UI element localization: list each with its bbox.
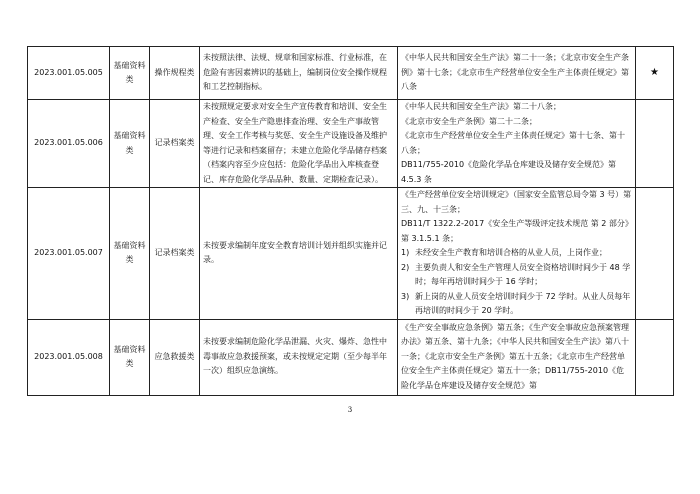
basis-line: 《中华人民共和国安全生产法》第二十八条； xyxy=(401,102,561,111)
basis-cell xyxy=(398,319,636,395)
star-mark xyxy=(636,100,674,188)
item-code: 2023.001.05.007 xyxy=(28,188,110,320)
list-text: 未经安全生产教育和培训合格的从业人员，上岗作业； xyxy=(415,248,607,257)
subcategory-cell: 记录档案类 xyxy=(150,100,200,188)
table-row xyxy=(28,188,674,320)
table-row xyxy=(28,47,674,100)
item-code: 2023.001.05.006 xyxy=(28,100,110,188)
basis-line: 《北京市安全生产条例》第二十二条； xyxy=(401,116,537,126)
basis-line: DB11/755-2010《危险化学品仓库建设及储存安全规范》第4.5.3 条 xyxy=(401,160,617,184)
regulation-table xyxy=(27,46,674,396)
basis-cell xyxy=(398,100,636,188)
category-cell: 基础资料类 xyxy=(110,100,150,188)
description-cell: 未按照法律、法规、规章和国家标准、行业标准，在危险有害因素辨识的基础上，编制岗位安全操作规程和工艺控制指标。 xyxy=(200,47,398,100)
basis-line: 《生产经营单位安全培训规定》（国家安全监管总局令第 3 号）第三、九、十三条； xyxy=(401,190,632,214)
star-mark xyxy=(636,319,674,395)
list-text: 新上岗的从业人员安全培训时间少于 72 学时。从业人员每年再培训的时间少于 20 学时。 xyxy=(415,291,631,315)
star-mark: ★ xyxy=(636,47,674,100)
basis-line: 《生产安全事故应急条例》第五条；《生产安全事故应急预案管理办法》第五条、第十九条；《中华人民共和国安全生产法》第八十一条；《北京市安全生产条例》第五十五条；《北京市生产经营单位安全生产主体责任规定》第五十一条；DB11/755-2010《危险化学品仓库建设及储存安全规范》第 xyxy=(401,322,629,390)
category-cell: 基础资料类 xyxy=(110,47,150,100)
table-row xyxy=(28,319,674,395)
table-row xyxy=(28,100,674,188)
basis-list-item xyxy=(401,261,632,290)
category-cell: 基础资料类 xyxy=(110,319,150,395)
star-mark xyxy=(636,188,674,320)
list-number: 3) xyxy=(401,291,410,301)
description-cell: 未按要求编制危险化学品泄漏、火灾、爆炸、急性中毒事故应急救援预案，或未按规定定期（至少每半年一次）组织应急演练。 xyxy=(200,319,398,395)
basis-list-item xyxy=(401,246,632,261)
subcategory-cell: 操作规程类 xyxy=(150,47,200,100)
item-code: 2023.001.05.008 xyxy=(28,319,110,395)
basis-cell xyxy=(398,47,636,100)
list-text: 主要负责人和安全生产管理人员安全资格培训时间少于 48 学时；每年再培训时间少于 16 学时； xyxy=(415,262,631,286)
description-cell: 未按照规定要求对安全生产宣传教育和培训、安全生产检查、安全生产隐患排查治理、安全生产事故管理、安全工作考核与奖惩、安全生产设施设备及维护等进行记录和档案留存；未建立危险化学品储存档案（档案内容至少应包括：危险化学品出入库核查登记、库存危险化学品品种、数量、定期检查记录）。 xyxy=(200,100,398,188)
basis-line: 《北京市生产经营单位安全生产主体责任规定》第十七条、第十八条； xyxy=(401,131,625,155)
basis-list-item xyxy=(401,290,632,319)
basis-line: 《中华人民共和国安全生产法》第二十一条；《北京市安全生产条例》第十七条；《北京市生产经营单位安全生产主体责任规定》第八条 xyxy=(401,53,629,92)
list-number: 1) xyxy=(401,248,410,257)
basis-line: DB11/T 1322.2-2017《安全生产等级评定技术规范 第 2 部分》第 3.1.5.1 条； xyxy=(401,219,629,243)
category-cell: 基础资料类 xyxy=(110,188,150,320)
basis-cell xyxy=(398,188,636,320)
item-code: 2023.001.05.005 xyxy=(28,47,110,100)
subcategory-cell: 应急救援类 xyxy=(150,319,200,395)
list-number: 2) xyxy=(401,262,410,272)
page-number: 3 xyxy=(347,406,353,414)
subcategory-cell: 记录档案类 xyxy=(150,188,200,320)
description-cell: 未按要求编制年度安全教育培训计划并组织实施并记录。 xyxy=(200,188,398,320)
